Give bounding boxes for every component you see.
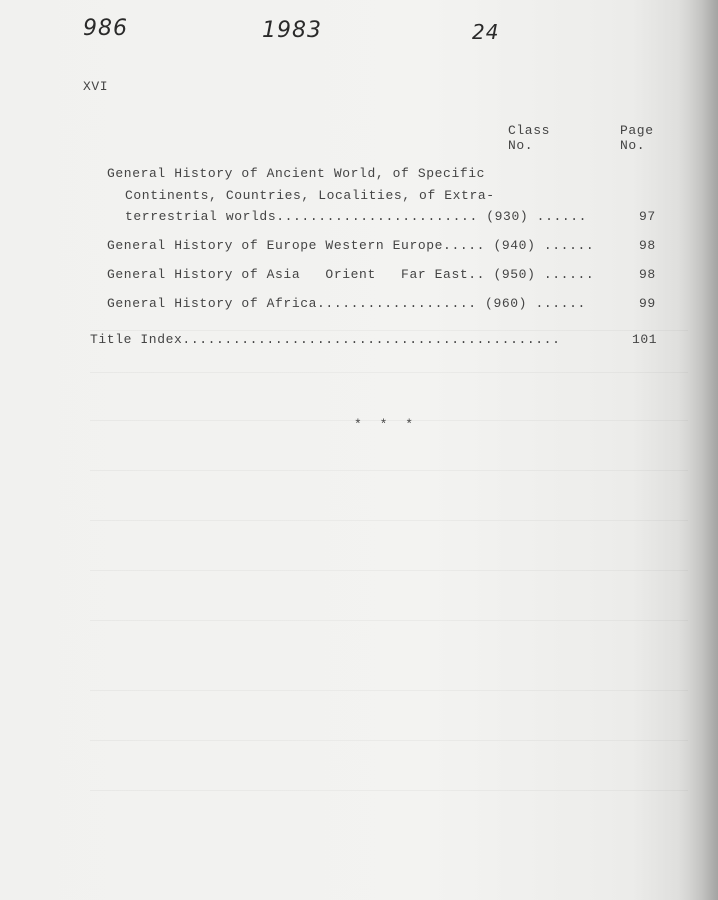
toc-entry-line: Continents, Countries, Localities, of Extra- <box>125 188 495 203</box>
toc-entry-line: General History of Europe Western Europe..... (940) ...... <box>107 238 595 253</box>
bleed-through-line <box>90 520 688 521</box>
toc-entry-line: General History of Asia Orient Far East.. (950) ...... <box>107 267 595 282</box>
binding-shadow <box>678 0 718 900</box>
page-header-line1: Page <box>620 123 654 138</box>
bleed-through-line <box>90 620 688 621</box>
page-numeral: XVI <box>83 79 109 94</box>
bleed-through-line <box>90 372 688 373</box>
toc-entry-line: General History of Africa................... (960) ...... <box>107 296 586 311</box>
bleed-through-line <box>90 740 688 741</box>
toc-entry-page: 98 <box>639 267 656 282</box>
handwritten-year: 1983 <box>262 18 322 43</box>
toc-entry-page: 98 <box>639 238 656 253</box>
title-index-page: 101 <box>632 332 658 347</box>
handwritten-number: 986 <box>83 16 128 41</box>
bleed-through-line <box>90 690 688 691</box>
toc-entry-page: 97 <box>639 209 656 224</box>
bleed-through-line <box>90 330 688 331</box>
class-header-line1: Class <box>508 123 551 138</box>
bleed-through-line <box>90 790 688 791</box>
handwritten-mark: 24 <box>472 20 500 44</box>
title-index-line: Title Index............................................. <box>90 332 561 347</box>
class-header-line2: No. <box>508 138 534 153</box>
page-header-line2: No. <box>620 138 646 153</box>
bleed-through-line <box>90 570 688 571</box>
toc-entry-line: General History of Ancient World, of Specific <box>107 166 486 181</box>
toc-entry-page: 99 <box>639 296 656 311</box>
toc-entry-line: terrestrial worlds........................ (930) ...... <box>125 209 588 224</box>
bleed-through-line <box>90 470 688 471</box>
section-separator: * * * <box>354 417 419 432</box>
